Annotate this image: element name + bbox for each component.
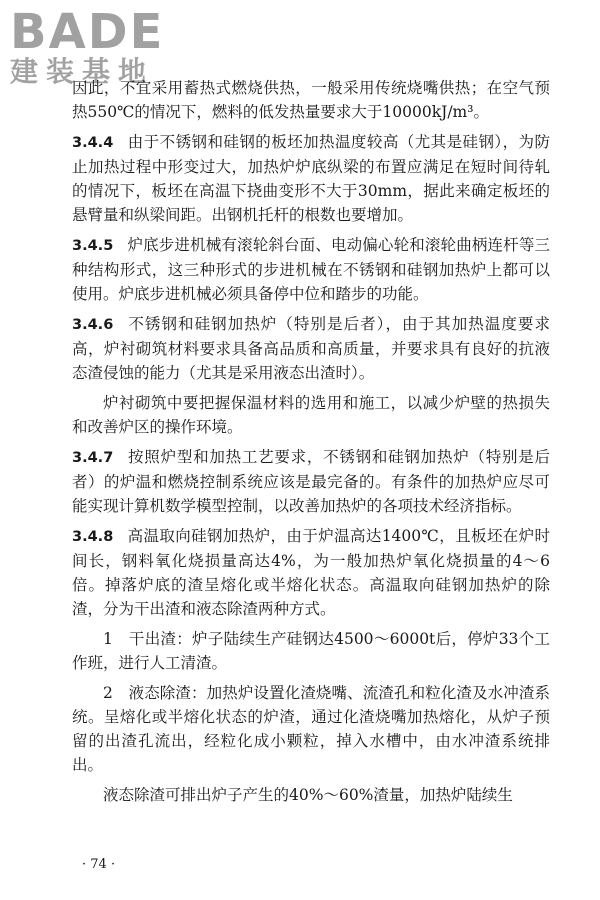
paragraph-text: 2 液态除渣：加热炉设置化渣烧嘴、流渣孔和粒化渣及水冲渣系统。呈熔化或半熔化状态的炉渣，通过化渣烧嘴加热熔化，从炉子预留的出渣孔流出，经粒化成小颗粒，掉入水槽中，由水冲渣系统排出。 xyxy=(72,684,550,774)
paragraph xyxy=(72,233,550,306)
paragraph xyxy=(72,312,550,385)
clause-number: 3.4.7 xyxy=(72,450,114,466)
paragraph xyxy=(72,76,550,124)
paragraph-text: 炉底步进机械有滚轮斜台面、电动偏心轮和滚轮曲柄连杆等三种结构形式，这三种形式的步进机械在不锈钢和硅钢加热炉上都可以使用。炉底步进机械必须具备停中位和踏步的功能。 xyxy=(72,236,550,303)
paragraph-text: 不锈钢和硅钢加热炉（特别是后者），由于其加热温度要求高，炉衬砌筑材料要求具备高品质和高质量，并要求具有良好的抗液态渣侵蚀的能力（尤其是采用液态出渣时）。 xyxy=(72,315,550,382)
page-number: · 74 · xyxy=(82,857,116,872)
paragraph xyxy=(72,524,550,621)
logo-wordmark: BADE xyxy=(10,4,165,60)
paragraph-text: 液态除渣可排出炉子产生的40%～60%渣量，加热炉陆续生 xyxy=(103,786,513,804)
body-text xyxy=(72,76,550,813)
paragraph xyxy=(72,391,550,439)
clause-number: 3.4.8 xyxy=(72,529,114,545)
paragraph xyxy=(72,445,550,518)
logo-subtitle: 建装基地 xyxy=(10,55,155,88)
paragraph-text: 1 干出渣：炉子陆续生产硅钢达4500～6000t后，停炉33个工作班，进行人工清渣。 xyxy=(72,630,550,672)
clause-number: 3.4.5 xyxy=(72,238,114,254)
paragraph-text: 因此，不宜采用蓄热式燃烧供热，一般采用传统烧嘴供热；在空气预热550℃的情况下，燃料的低发热量要求大于10000kJ/m³。 xyxy=(72,79,550,121)
paragraph xyxy=(72,681,550,777)
paragraph xyxy=(72,783,550,807)
paragraph xyxy=(72,627,550,675)
paragraph-text: 按照炉型和加热工艺要求，不锈钢和硅钢加热炉（特别是后者）的炉温和燃烧控制系统应该是最完备的。有条件的加热炉应尽可能实现计算机数学模型控制，以改善加热炉的各项技术经济指标。 xyxy=(72,448,550,515)
paragraph-text: 炉衬砌筑中要把握保温材料的选用和施工，以减少炉壁的热损失和改善炉区的操作环境。 xyxy=(72,394,550,436)
clause-number: 3.4.4 xyxy=(72,135,114,151)
paragraph-text: 高温取向硅钢加热炉，由于炉温高达1400℃，且板坯在炉时间长，钢料氧化烧损量高达4%，为一般加热炉氧化烧损量的4～6倍。掉落炉底的渣呈熔化或半熔化状态。高温取向硅钢加热炉的除渣，分为干出渣和液态除渣两种方式。 xyxy=(72,527,550,618)
paragraph xyxy=(72,130,550,227)
paragraph-text: 由于不锈钢和硅钢的板坯加热温度较高（尤其是硅钢），为防止加热过程中形变过大，加热炉炉底纵梁的布置应满足在短时间待轧的情况下，板坯在高温下挠曲变形不大于30mm，据此来确定板坯的悬臂量和纵梁间距。出钢机托杆的根数也要增加。 xyxy=(72,133,550,224)
clause-number: 3.4.6 xyxy=(72,317,114,333)
